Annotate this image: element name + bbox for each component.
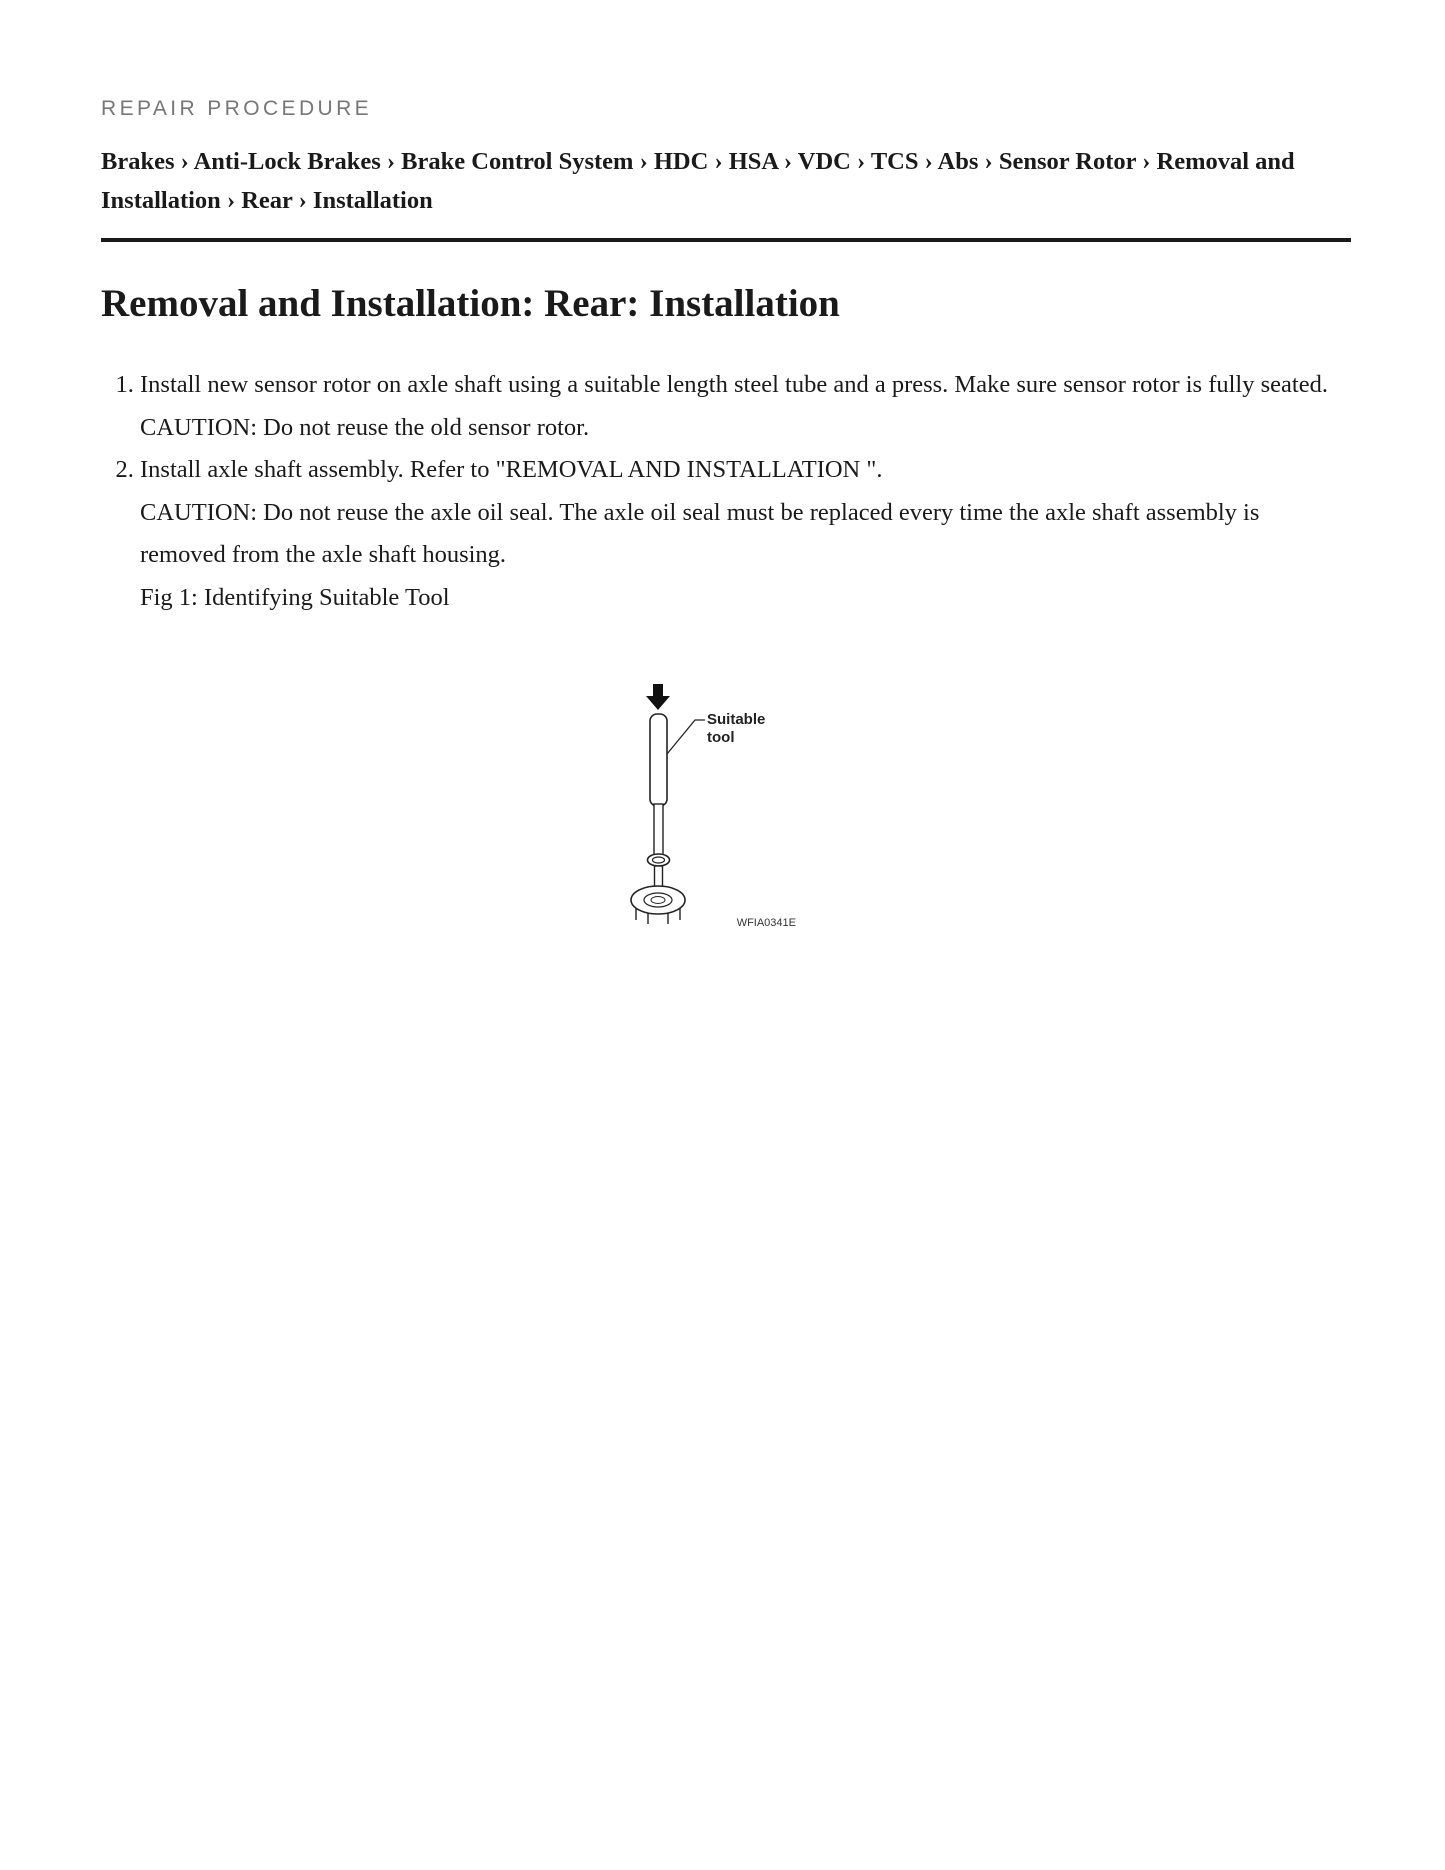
breadcrumb-separator: ›	[924, 148, 938, 175]
breadcrumb-separator: ›	[856, 148, 871, 175]
breadcrumb-separator: ›	[1142, 148, 1157, 175]
axle-hub-flange	[631, 886, 685, 924]
figure-label-line2: tool	[707, 729, 735, 746]
breadcrumb-item[interactable]: HDC	[653, 148, 709, 175]
breadcrumb-item-current: Installation	[312, 187, 433, 214]
breadcrumb-item[interactable]: Brakes	[101, 148, 175, 175]
suitable-tool-figure	[510, 582, 796, 929]
page-title: Removal and Installation: Rear: Installation	[101, 282, 840, 325]
press-arrow-icon	[646, 684, 670, 710]
figure-label-line1: Suitable	[707, 711, 766, 728]
breadcrumb-separator: ›	[180, 148, 194, 175]
breadcrumb-separator: ›	[984, 148, 999, 175]
breadcrumb-separator: ›	[386, 148, 402, 175]
step-text: 1. Install new sensor rotor on axle shaft using a suitable length steel tube and a press. Make sure sensor rotor is fully seated.	[140, 371, 1328, 398]
section-kicker: REPAIR PROCEDURE	[101, 97, 373, 120]
breadcrumb-separator: ›	[226, 187, 242, 214]
axle-shaft	[654, 804, 663, 858]
breadcrumb-item[interactable]: VDC	[797, 148, 851, 175]
procedure-step	[140, 364, 1351, 449]
step-caution: CAUTION: Do not reuse the old sensor rotor.	[140, 413, 590, 441]
breadcrumb	[101, 142, 1351, 242]
step-text: 2. Install axle shaft assembly. Refer to "REMOVAL AND INSTALLATION ".	[140, 456, 883, 483]
leader-line	[667, 720, 705, 754]
document-page	[101, 96, 1351, 619]
step-caution: CAUTION: Do not reuse the axle oil seal. The axle oil seal must be replaced every time the axle shaft assembly is removed from the axle shaft housing.	[140, 498, 1260, 568]
sensor-rotor	[648, 854, 670, 866]
breadcrumb-item[interactable]: Brake Control System	[401, 148, 634, 175]
figure-code: WFIA0341E	[736, 917, 796, 929]
breadcrumb-item[interactable]: Rear	[241, 187, 293, 214]
breadcrumb-item[interactable]: HSA	[728, 148, 778, 175]
breadcrumb-item[interactable]: Sensor Rotor	[998, 148, 1137, 175]
breadcrumb-item[interactable]: Anti-Lock Brakes	[193, 148, 381, 175]
procedure-steps	[101, 364, 1351, 619]
steel-tube	[650, 714, 667, 806]
suitable-tool-illustration	[510, 582, 796, 929]
breadcrumb-separator: ›	[714, 148, 729, 175]
breadcrumb-item[interactable]: Removal and Installation	[101, 148, 1295, 214]
breadcrumb-separator: ›	[783, 148, 798, 175]
breadcrumb-item[interactable]: Abs	[937, 148, 979, 175]
breadcrumb-item[interactable]: TCS	[870, 148, 919, 175]
figure-caption: Fig 1: Identifying Suitable Tool	[140, 583, 450, 611]
breadcrumb-separator: ›	[639, 148, 654, 175]
breadcrumb-separator: ›	[298, 187, 313, 214]
